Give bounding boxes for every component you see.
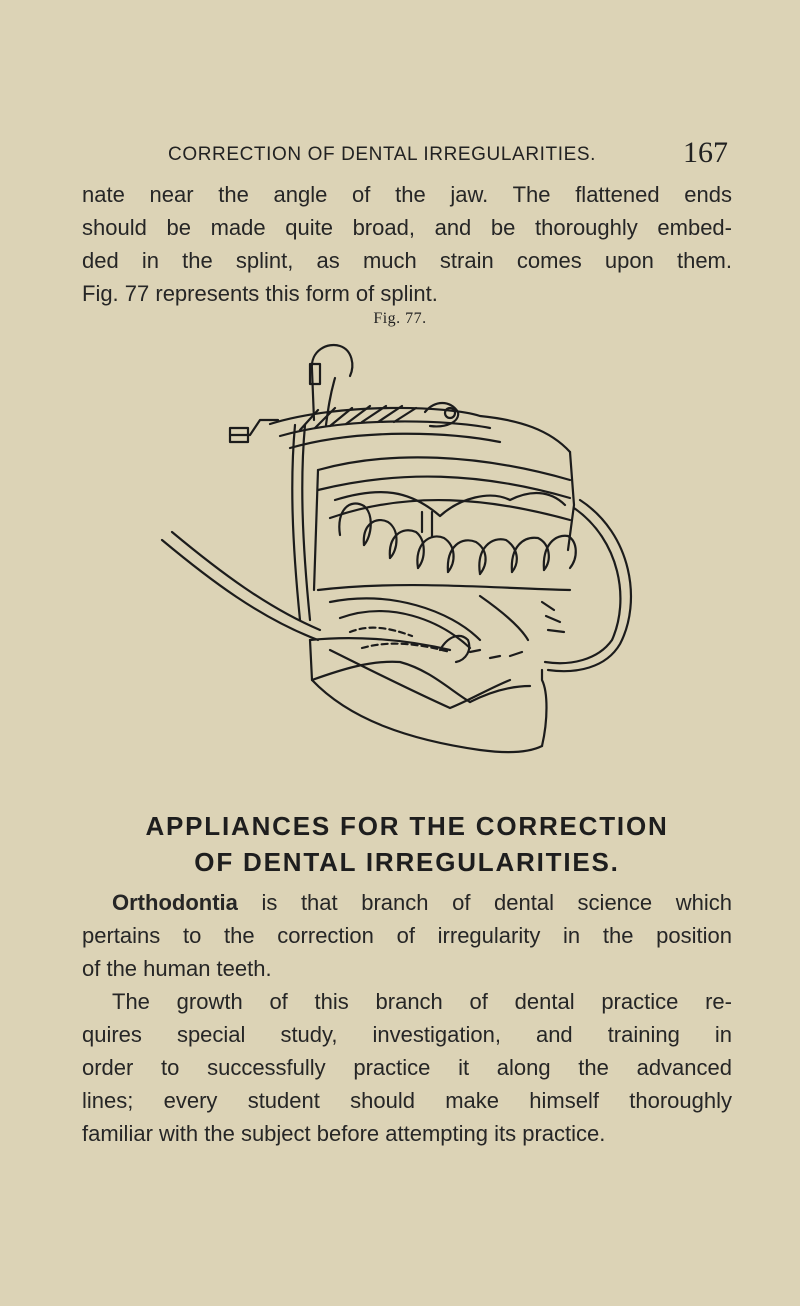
text-line: pertains to the correction of irregularity in the position [82,923,732,948]
heading-line-1: APPLIANCES FOR THE CORRECTION [145,811,669,841]
paragraph-splint [82,178,732,310]
text-line: quires special study, investigation, and training in [82,1022,732,1047]
text-line: order to successfully practice it along the advanced [82,1055,732,1080]
paragraph-orthodontia [82,886,732,1150]
text-line-rest: is that branch of dental science which [261,890,732,915]
term-orthodontia: Orthodontia [112,890,238,915]
page-number: 167 [683,136,728,169]
text-line: should be made quite broad, and be thoroughly embed- [82,215,732,240]
text-line [82,886,732,919]
heading-line-2: OF DENTAL IRREGULARITIES. [194,847,620,877]
section-heading [82,808,732,880]
page-header [168,134,728,168]
splint-illustration [150,340,650,760]
text-line: ded in the splint, as much strain comes upon them. [82,248,732,273]
text-line: familiar with the subject before attempting its practice. [82,1121,606,1146]
figure-caption: Fig. 77. [373,310,427,327]
text-line: lines; every student should make himself thoroughly [82,1088,732,1113]
text-line: of the human teeth. [82,956,272,981]
text-line: Fig. 77 represents this form of splint. [82,281,438,306]
text-line: nate near the angle of the jaw. The flattened ends [82,182,732,207]
running-title: CORRECTION OF DENTAL IRREGULARITIES. [168,144,597,165]
text-line: The growth of this branch of dental practice re- [112,989,732,1014]
